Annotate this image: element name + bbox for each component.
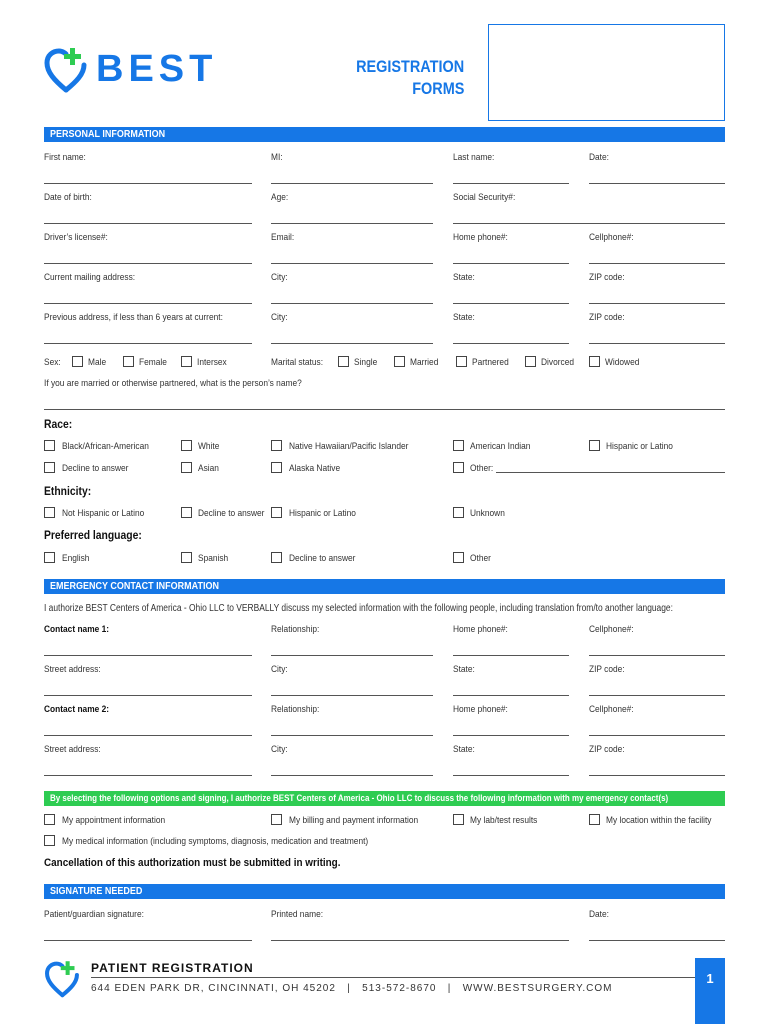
prev-state-field[interactable] — [453, 343, 569, 344]
marital-single-label: Single — [354, 357, 378, 368]
marital-divorced-checkbox[interactable] — [525, 356, 536, 367]
age-field[interactable] — [271, 223, 433, 224]
contact2-zip-label: ZIP code: — [589, 744, 625, 755]
race-alaska-checkbox[interactable] — [271, 462, 282, 473]
prev-state-label: State: — [453, 312, 475, 323]
marital-single-checkbox[interactable] — [338, 356, 349, 367]
signature-date-label: Date: — [589, 909, 609, 920]
race-black-label: Black/African-American — [62, 441, 149, 452]
race-decline-checkbox[interactable] — [44, 462, 55, 473]
prev-zip-field[interactable] — [589, 343, 725, 344]
cellphone-label: Cellphone#: — [589, 232, 634, 243]
patient-label-box[interactable] — [488, 24, 725, 121]
prev-city-label: City: — [271, 312, 288, 323]
sex-female-label: Female — [139, 357, 167, 368]
contact1-city-label: City: — [271, 664, 288, 675]
language-spanish-label: Spanish — [198, 553, 229, 564]
footer-address: 644 EDEN PARK DR, CINCINNATI, OH 45202 | 513-572-8670 | WWW.BESTSURGERY.COM — [91, 983, 613, 994]
consent-appointment-label: My appointment information — [62, 815, 166, 826]
race-american-indian-checkbox[interactable] — [453, 440, 464, 451]
footer-heart-icon — [44, 958, 84, 1000]
heart-plus-icon — [44, 44, 92, 96]
contact2-state-label: State: — [453, 744, 475, 755]
footer-title: PATIENT REGISTRATION — [91, 961, 254, 975]
race-other-label: Other: — [470, 463, 494, 474]
dob-label: Date of birth: — [44, 192, 92, 203]
sex-male-label: Male — [88, 357, 107, 368]
contact2-home-phone-label: Home phone#: — [453, 704, 508, 715]
marital-married-label: Married — [410, 357, 439, 368]
race-white-label: White — [198, 441, 220, 452]
contact1-relationship-label: Relationship: — [271, 624, 320, 635]
contact1-name-field[interactable] — [44, 655, 252, 656]
signature-date-field[interactable] — [589, 940, 725, 941]
sex-female-checkbox[interactable] — [123, 356, 134, 367]
last-name-field[interactable] — [453, 183, 569, 184]
language-english-checkbox[interactable] — [44, 552, 55, 563]
date-field[interactable] — [589, 183, 725, 184]
marital-partnered-label: Partnered — [472, 357, 509, 368]
previous-address-field[interactable] — [44, 343, 252, 344]
first-name-label: First name: — [44, 152, 86, 163]
mailing-label: Current mailing address: — [44, 272, 136, 283]
page-number: 1 — [706, 971, 714, 986]
previous-address-label: Previous address, if less than 6 years at current: — [44, 312, 223, 323]
emergency-header: EMERGENCY CONTACT INFORMATION — [44, 579, 725, 594]
contact2-state-field[interactable] — [453, 775, 569, 776]
language-other-label: Other — [470, 553, 491, 564]
consent-location-label: My location within the facility — [606, 815, 712, 826]
cellphone-field[interactable] — [589, 263, 725, 264]
race-black-checkbox[interactable] — [44, 440, 55, 451]
patient-signature-label: Patient/guardian signature: — [44, 909, 144, 920]
marital-label: Marital status: — [271, 357, 324, 368]
marital-married-checkbox[interactable] — [394, 356, 405, 367]
cancellation-notice: Cancellation of this authorization must be submitted in writing. — [44, 857, 341, 869]
license-field[interactable] — [44, 263, 252, 264]
consent-billing-label: My billing and payment information — [289, 815, 419, 826]
footer-divider — [91, 977, 695, 978]
contact1-cellphone-label: Cellphone#: — [589, 624, 634, 635]
language-english-label: English — [62, 553, 90, 564]
ethnicity-unknown-checkbox[interactable] — [453, 507, 464, 518]
mailing-field[interactable] — [44, 303, 252, 304]
license-label: Driver’s license#: — [44, 232, 108, 243]
sex-intersex-label: Intersex — [197, 357, 227, 368]
consent-billing-checkbox[interactable] — [271, 814, 282, 825]
contact2-cellphone-label: Cellphone#: — [589, 704, 634, 715]
marital-partnered-checkbox[interactable] — [456, 356, 467, 367]
contact1-street-label: Street address: — [44, 664, 101, 675]
race-hawaiian-checkbox[interactable] — [271, 440, 282, 451]
form-title-line2: FORMS — [411, 79, 464, 98]
patient-signature-field[interactable] — [44, 940, 252, 941]
logo — [44, 44, 234, 100]
consent-banner — [44, 791, 725, 806]
sex-label: Sex: — [44, 357, 61, 368]
language-title: Preferred language: — [44, 530, 142, 542]
consent-medical-label: My medical information (including symptoms, diagnosis, medication and treatment) — [62, 836, 369, 847]
dob-field[interactable] — [44, 223, 252, 224]
contact2-city-field[interactable] — [271, 775, 433, 776]
sex-male-checkbox[interactable] — [72, 356, 83, 367]
ethnicity-unknown-label: Unknown — [470, 508, 505, 519]
personal-info-header: PERSONAL INFORMATION — [44, 127, 725, 142]
ssn-field[interactable] — [453, 223, 725, 224]
race-hawaiian-label: Native Hawaiian/Pacific Islander — [289, 441, 409, 452]
city-field[interactable] — [271, 303, 433, 304]
consent-lab-checkbox[interactable] — [453, 814, 464, 825]
state-field[interactable] — [453, 303, 569, 304]
logo-text: BEST — [96, 48, 218, 90]
consent-lab-label: My lab/test results — [470, 815, 538, 826]
race-asian-checkbox[interactable] — [181, 462, 192, 473]
first-name-field[interactable] — [44, 183, 252, 184]
consent-location-checkbox[interactable] — [589, 814, 600, 825]
race-alaska-label: Alaska Native — [289, 463, 341, 474]
contact1-relationship-field[interactable] — [271, 655, 433, 656]
race-decline-label: Decline to answer — [62, 463, 129, 474]
race-other-checkbox[interactable] — [453, 462, 464, 473]
ssn-label: Social Security#: — [453, 192, 516, 203]
race-other-field[interactable] — [496, 472, 725, 473]
contact1-street-field[interactable] — [44, 695, 252, 696]
race-title: Race: — [44, 419, 73, 431]
race-white-checkbox[interactable] — [181, 440, 192, 451]
page-number-tab — [695, 958, 725, 1024]
contact2-relationship-field[interactable] — [271, 735, 433, 736]
ethnicity-hispanic-checkbox[interactable] — [271, 507, 282, 518]
partner-name-field[interactable] — [44, 409, 725, 410]
contact2-zip-field[interactable] — [589, 775, 725, 776]
language-decline-label: Decline to answer — [289, 553, 356, 564]
contact1-city-field[interactable] — [271, 695, 433, 696]
language-decline-checkbox[interactable] — [271, 552, 282, 563]
home-phone-field[interactable] — [453, 263, 569, 264]
sex-intersex-checkbox[interactable] — [181, 356, 192, 367]
contact1-state-label: State: — [453, 664, 475, 675]
contact1-zip-field[interactable] — [589, 695, 725, 696]
contact1-label: Contact name 1: — [44, 624, 110, 635]
signature-header: SIGNATURE NEEDED — [44, 884, 725, 899]
contact1-home-phone-label: Home phone#: — [453, 624, 508, 635]
consent-appointment-checkbox[interactable] — [44, 814, 55, 825]
language-spanish-checkbox[interactable] — [181, 552, 192, 563]
contact2-street-field[interactable] — [44, 775, 252, 776]
race-hispanic-label: Hispanic or Latino — [606, 441, 673, 452]
race-asian-label: Asian — [198, 463, 219, 474]
contact1-home-phone-field[interactable] — [453, 655, 569, 656]
city-label: City: — [271, 272, 288, 283]
consent-medical-checkbox[interactable] — [44, 835, 55, 846]
contact1-cellphone-field[interactable] — [589, 655, 725, 656]
prev-zip-label: ZIP code: — [589, 312, 625, 323]
contact1-state-field[interactable] — [453, 695, 569, 696]
state-label: State: — [453, 272, 475, 283]
contact2-home-phone-field[interactable] — [453, 735, 569, 736]
date-label: Date: — [589, 152, 609, 163]
contact2-relationship-label: Relationship: — [271, 704, 320, 715]
printed-name-field[interactable] — [271, 940, 569, 941]
contact1-zip-label: ZIP code: — [589, 664, 625, 675]
form-title-line1: REGISTRATION — [355, 57, 464, 76]
last-name-label: Last name: — [453, 152, 495, 163]
ethnicity-not-hispanic-checkbox[interactable] — [44, 507, 55, 518]
ethnicity-title: Ethnicity: — [44, 486, 92, 498]
email-field[interactable] — [271, 263, 433, 264]
ethnicity-hispanic-label: Hispanic or Latino — [289, 508, 356, 519]
contact2-cellphone-field[interactable] — [589, 735, 725, 736]
race-hispanic-checkbox[interactable] — [589, 440, 600, 451]
mi-field[interactable] — [271, 183, 433, 184]
race-american-indian-label: American Indian — [470, 441, 531, 452]
contact2-name-field[interactable] — [44, 735, 252, 736]
contact2-street-label: Street address: — [44, 744, 101, 755]
emergency-authorize-text: I authorize BEST Centers of America - Ohio LLC to VERBALLY discuss my selected information with the following people, including translation from/to another language: — [44, 603, 673, 614]
language-other-checkbox[interactable] — [453, 552, 464, 563]
email-label: Email: — [271, 232, 295, 243]
marital-widowed-checkbox[interactable] — [589, 356, 600, 367]
zip-label: ZIP code: — [589, 272, 625, 283]
contact2-city-label: City: — [271, 744, 288, 755]
ethnicity-not-hispanic-label: Not Hispanic or Latino — [62, 508, 145, 519]
partner-question: If you are married or otherwise partnered, what is the person’s name? — [44, 378, 302, 389]
ethnicity-decline-label: Decline to answer — [198, 508, 265, 519]
consent-banner-text: By selecting the following options and signing, I authorize BEST Centers of America - Ohio LLC to discuss the following information with my emergency contact(s) — [50, 793, 669, 804]
printed-name-label: Printed name: — [271, 909, 324, 920]
zip-field[interactable] — [589, 303, 725, 304]
marital-divorced-label: Divorced — [541, 357, 574, 368]
mi-label: MI: — [271, 152, 283, 163]
home-phone-label: Home phone#: — [453, 232, 508, 243]
marital-widowed-label: Widowed — [605, 357, 640, 368]
ethnicity-decline-checkbox[interactable] — [181, 507, 192, 518]
prev-city-field[interactable] — [271, 343, 433, 344]
age-label: Age: — [271, 192, 289, 203]
contact2-label: Contact name 2: — [44, 704, 110, 715]
